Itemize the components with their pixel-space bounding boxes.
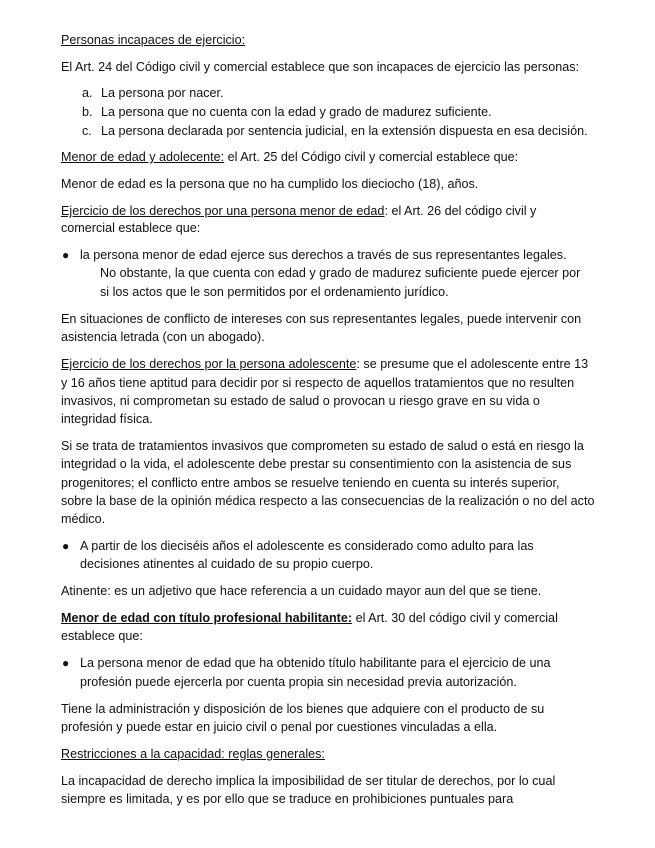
paragraph-art26-rest: : el Art. 26 del código civil y (384, 204, 537, 218)
paragraph-adolescente: y 16 años tiene aptitud para decidir por si respecto de aquellos tratamientos que no resulten (61, 376, 575, 390)
paragraph-administracion: profesión y puede estar en juicio civil o penal por cuestiones vinculadas a ella. (61, 720, 498, 734)
paragraph-conflicto: En situaciones de conflicto de intereses con sus representantes legales, puede intervenir con (61, 312, 582, 326)
paragraph-invasivos: Si se trata de tratamientos invasivos que comprometen su estado de salud o está en riesgo la (61, 439, 584, 453)
bullet-text: No obstante, la que cuenta con edad y grado de madurez suficiente puede ejercer por (100, 266, 581, 280)
paragraph-conflicto: asistencia letrada (con un abogado). (61, 330, 265, 344)
list-item: La persona por nacer. (101, 86, 224, 100)
paragraph-incapacidad: La incapacidad de derecho implica la imposibilidad de ser titular de derechos, por lo cual (61, 774, 556, 788)
paragraph-art26-line2: comercial establece que: (61, 221, 201, 235)
paragraph-adolescente: integridad física. (61, 412, 153, 426)
paragraph-art25 (61, 149, 518, 165)
section-heading-restricciones: Restricciones a la capacidad: reglas generales: (61, 747, 325, 761)
paragraph-art30-rest: el Art. 30 del código civil y comercial (352, 611, 558, 625)
list-marker: a. (82, 86, 93, 100)
paragraph-adolescente-rest: : se presume que el adolescente entre 13 (356, 357, 589, 371)
paragraph-adolescente: invasivos, ni comprometan su estado de salud o provocan u riesgo grave en su vida o (61, 394, 540, 408)
section-heading-adolescente: Ejercicio de los derechos por la persona adolescente (61, 357, 357, 371)
paragraph-art26 (61, 203, 536, 219)
list-item: La persona que no cuenta con la edad y grado de madurez suficiente. (101, 105, 492, 119)
bullet-text: decisiones atinentes al cuidado de su propio cuerpo. (80, 557, 374, 571)
paragraph-art25-rest: el Art. 25 del Código civil y comercial establece que: (224, 150, 519, 164)
paragraph-art30-line2: establece que: (61, 629, 143, 643)
section-heading-incapaces: Personas incapaces de ejercicio: (61, 33, 246, 47)
paragraph-art30 (61, 610, 558, 626)
list-marker: b. (82, 105, 93, 119)
paragraph-adolescente (61, 356, 588, 372)
bullet-text: A partir de los dieciséis años el adolescente es considerado como adulto para las (80, 539, 534, 553)
paragraph-invasivos: sobre la base de la opinión médica respecto a las consecuencias de la realización o no del acto (61, 494, 595, 508)
paragraph-invasivos: médico. (61, 512, 106, 526)
section-heading-ejercicio-menor: Ejercicio de los derechos por una persona menor de edad (61, 204, 385, 218)
bullet-text: la persona menor de edad ejerce sus derechos a través de sus representantes legales. (80, 248, 567, 262)
section-heading-menor: Menor de edad y adolecente: (61, 150, 225, 164)
paragraph-invasivos: integridad o la vida, el adolescente debe prestar su consentimiento con la asistencia de sus (61, 457, 572, 471)
paragraph-administracion: Tiene la administración y disposición de los bienes que adquiere con el producto de su (61, 702, 545, 716)
paragraph-invasivos: progenitores; el conflicto entre ambos se resuelve teniendo en cuenta su interés superior, (61, 476, 560, 490)
section-heading-titulo: Menor de edad con título profesional habilitante: (61, 611, 353, 625)
paragraph-incapacidad: siempre es limitada, y es por ello que se traduce en prohibiciones puntuales para (61, 792, 514, 806)
bullet-marker: ● (62, 656, 70, 670)
bullet-text: profesión puede ejercerla por cuenta propia sin necesidad previa autorización. (80, 675, 517, 689)
bullet-text: La persona menor de edad que ha obtenido título habilitante para el ejercicio de una (80, 656, 551, 670)
paragraph-menor-def: Menor de edad es la persona que no ha cumplido los dieciocho (18), años. (61, 177, 479, 191)
list-item: La persona declarada por sentencia judicial, en la extensión dispuesta en esa decisión. (101, 124, 588, 138)
bullet-text: si los actos que le son permitidos por el ordenamiento jurídico. (100, 285, 449, 299)
paragraph-art24: El Art. 24 del Código civil y comercial establece que son incapaces de ejercicio las personas: (61, 60, 580, 74)
paragraph-atinente: Atinente: es un adjetivo que hace referencia a un cuidado mayor aun del que se tiene. (61, 584, 542, 598)
bullet-marker: ● (62, 248, 70, 262)
bullet-marker: ● (62, 539, 70, 553)
list-marker: c. (82, 124, 92, 138)
